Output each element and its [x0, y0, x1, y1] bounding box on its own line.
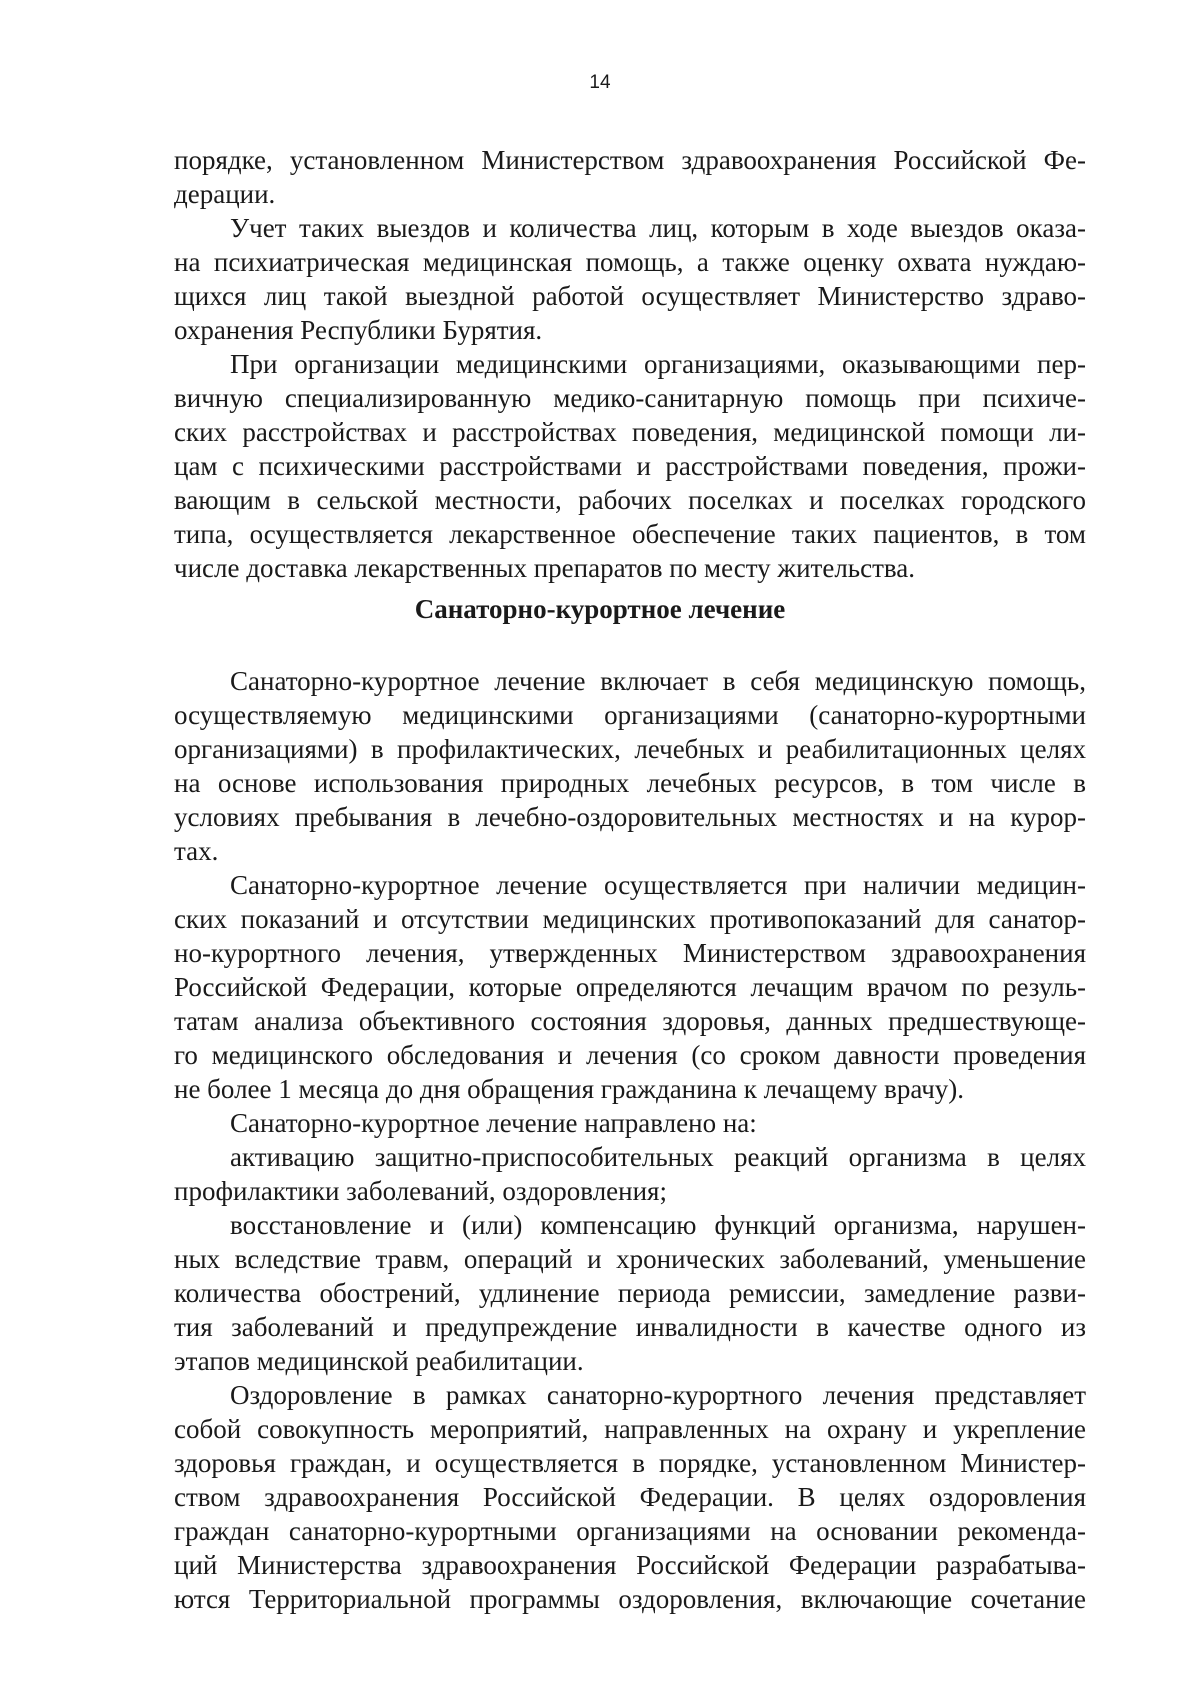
text-line: го медицинского обследования и лечения (со сроком давности проведения: [174, 1040, 1086, 1070]
text-line: восстановление и (или) компенсацию функций организма, нарушен-: [230, 1210, 1086, 1240]
page-number: 14: [589, 72, 611, 93]
paragraph: [174, 1378, 1086, 1616]
text-line: порядке, установленном Министерством здравоохранения Российской Фе-: [174, 145, 1086, 175]
text-line: здоровья граждан, и осуществляется в порядке, установленном Министер-: [174, 1448, 1086, 1478]
text-line: ством здравоохранения Российской Федерации. В целях оздоровления: [174, 1482, 1086, 1512]
top-text-block: [174, 143, 1086, 585]
text-line: вичную специализированную медико-санитарную помощь при психиче-: [174, 383, 1086, 413]
text-line: условиях пребывания в лечебно-оздоровительных местностях и на курор-: [174, 802, 1086, 832]
text-line: Санаторно-курортное лечение осуществляется при наличии медицин-: [230, 870, 1086, 900]
text-line: Оздоровление в рамках санаторно-курортного лечения представляет: [230, 1380, 1086, 1410]
text-line: этапов медицинской реабилитации.: [174, 1346, 584, 1376]
text-line: ций Министерства здравоохранения Российской Федерации разрабатыва-: [174, 1550, 1086, 1580]
text-line: охранения Республики Бурятия.: [174, 315, 543, 345]
text-line: татам анализа объективного состояния здоровья, данных предшествующе-: [174, 1006, 1086, 1036]
paragraph: [174, 1140, 1086, 1208]
paragraph: [174, 1106, 1086, 1140]
text-line: ются Территориальной программы оздоровления, включающие сочетание: [174, 1584, 1086, 1614]
paragraph: [174, 211, 1086, 347]
text-line: Учет таких выездов и количества лиц, которым в ходе выездов оказа-: [230, 213, 1086, 243]
text-line: количества обострений, удлинение периода ремиссии, замедление разви-: [174, 1278, 1086, 1308]
text-line: числе доставка лекарственных препаратов по месту жительства.: [174, 553, 916, 583]
text-line: не более 1 месяца до дня обращения гражданина к лечащему врачу).: [174, 1074, 965, 1104]
text-line: граждан санаторно-курортными организациями на основании рекоменда-: [174, 1516, 1086, 1546]
text-line: профилактики заболеваний, оздоровления;: [174, 1176, 667, 1206]
text-line: щихся лиц такой выездной работой осуществляет Министерство здраво-: [174, 281, 1086, 311]
paragraph: [174, 1208, 1086, 1378]
text-line: тия заболеваний и предупреждение инвалидности в качестве одного из: [174, 1312, 1086, 1342]
text-line: типа, осуществляется лекарственное обеспечение таких пациентов, в том: [174, 519, 1086, 549]
text-line: активацию защитно-приспособительных реакций организма в целях: [230, 1142, 1086, 1172]
text-line: на основе использования природных лечебных ресурсов, в том числе в: [174, 768, 1086, 798]
text-line: вающим в сельской местности, рабочих поселках и поселках городского: [174, 485, 1086, 515]
text-line: на психиатрическая медицинская помощь, а также оценку охвата нуждаю-: [174, 247, 1086, 277]
text-line: При организации медицинскими организациями, оказывающими пер-: [230, 349, 1086, 379]
bottom-text-block: [174, 664, 1086, 1616]
text-line: Санаторно-курортное лечение направлено на:: [230, 1108, 757, 1138]
text-line: но-курортного лечения, утвержденных Министерством здравоохранения: [174, 938, 1086, 968]
text-line: Санаторно-курортное лечение включает в себя медицинскую помощь,: [230, 666, 1086, 696]
paragraph: [174, 143, 1086, 211]
text-line: осуществляемую медицинскими организациями (санаторно-курортными: [174, 700, 1086, 730]
text-line: Российской Федерации, которые определяются лечащим врачом по резуль-: [174, 972, 1086, 1002]
text-line: ских расстройствах и расстройствах поведения, медицинской помощи ли-: [174, 417, 1086, 447]
paragraph: [174, 664, 1086, 868]
text-line: организациями) в профилактических, лечебных и реабилитационных целях: [174, 734, 1086, 764]
paragraph: [174, 347, 1086, 585]
section-heading: Санаторно-курортное лечение: [414, 594, 786, 624]
text-line: ных вследствие травм, операций и хронических заболеваний, уменьшение: [174, 1244, 1086, 1274]
text-line: дерации.: [174, 179, 276, 209]
text-line: ских показаний и отсутствии медицинских противопоказаний для санатор-: [174, 904, 1086, 934]
text-line: собой совокупность мероприятий, направленных на охрану и укрепление: [174, 1414, 1086, 1444]
text-line: тах.: [174, 836, 219, 866]
paragraph: [174, 868, 1086, 1106]
text-line: цам с психическими расстройствами и расстройствами поведения, прожи-: [174, 451, 1086, 481]
